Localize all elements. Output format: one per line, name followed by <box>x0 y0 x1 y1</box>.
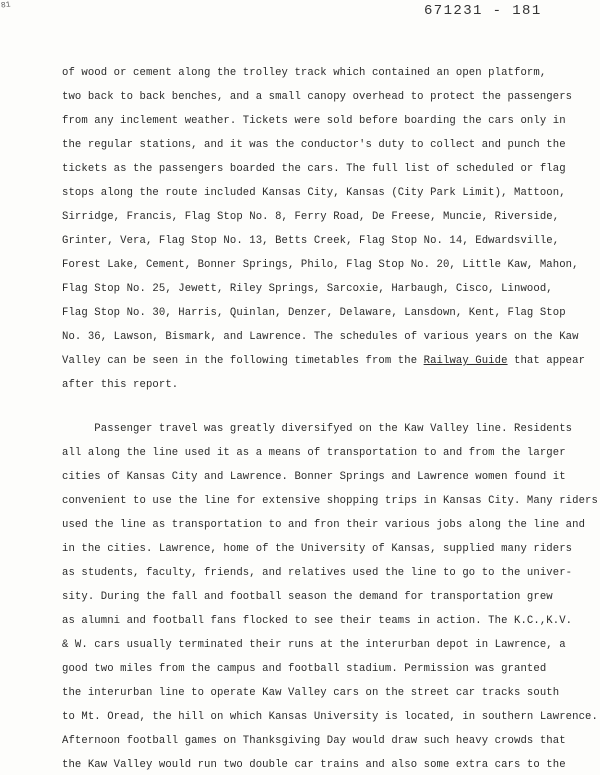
text-line: as alumni and football fans flocked to see their teams in action. The K.C.,K.V. <box>62 615 573 627</box>
document-id-stamp: 671231 - 181 <box>424 3 542 19</box>
text-line: used the line as transportation to and fron their various jobs along the line and <box>62 519 586 531</box>
text-segment: that appear <box>507 355 586 367</box>
text-line: the regular stations, and it was the conductor's duty to collect and punch the <box>62 139 566 151</box>
railway-guide-title: Railway Guide <box>423 355 508 367</box>
text-segment: Valley can be seen in the following timetables from the <box>62 355 424 367</box>
text-line: of wood or cement along the trolley track which contained an open platform, <box>62 67 547 79</box>
text-line: good two miles from the campus and football stadium. Permission was granted <box>62 663 547 675</box>
text-line: stops along the route included Kansas City, Kansas (City Park Limit), Mattoon, <box>62 187 566 199</box>
text-line: from any inclement weather. Tickets were sold before boarding the cars only in <box>62 115 566 127</box>
text-line: Forest Lake, Cement, Bonner Springs, Philo, Flag Stop No. 20, Little Kaw, Mahon, <box>62 259 579 271</box>
text-line: No. 36, Lawson, Bismark, and Lawrence. The schedules of various years on the Kaw <box>62 331 579 343</box>
text-line: all along the line used it as a means of transportation to and from the larger <box>62 447 566 459</box>
text-line: in the cities. Lawrence, home of the University of Kansas, supplied many riders <box>62 543 573 555</box>
text-line: to Mt. Oread, the hill on which Kansas University is located, in southern Lawrence. <box>62 711 598 723</box>
text-line: Passenger travel was greatly diversifyed on the Kaw Valley line. Residents <box>62 423 573 435</box>
text-line: the interurban line to operate Kaw Valley cars on the street car tracks south <box>62 687 560 699</box>
text-line: sity. During the fall and football season the demand for transportation grew <box>62 591 553 603</box>
text-line: Flag Stop No. 30, Harris, Quinlan, Denzer, Delaware, Lansdown, Kent, Flag Stop <box>62 307 566 319</box>
text-line: convenient to use the line for extensive shopping trips in Kansas City. Many riders <box>62 495 598 507</box>
text-line: Flag Stop No. 25, Jewett, Riley Springs, Sarcoxie, Harbaugh, Cisco, Linwood, <box>62 283 553 295</box>
text-line <box>62 354 585 368</box>
text-line: after this report. <box>62 379 179 391</box>
text-line: & W. cars usually terminated their runs at the interurban depot in Lawrence, a <box>62 639 566 651</box>
text-line: Grinter, Vera, Flag Stop No. 13, Betts Creek, Flag Stop No. 14, Edwardsville, <box>62 235 560 247</box>
text-line: Sirridge, Francis, Flag Stop No. 8, Ferry Road, De Freese, Muncie, Riverside, <box>62 211 560 223</box>
text-line: two back to back benches, and a small canopy overhead to protect the passengers <box>62 91 573 103</box>
corner-page-mark: 81 <box>0 0 12 11</box>
text-line: the Kaw Valley would run two double car trains and also some extra cars to the <box>62 759 566 771</box>
text-line: tickets as the passengers boarded the cars. The full list of scheduled or flag <box>62 163 566 175</box>
text-line: Afternoon football games on Thanksgiving Day would draw such heavy crowds that <box>62 735 566 747</box>
text-line: as students, faculty, friends, and relatives used the line to go to the univer- <box>62 567 573 579</box>
text-line: cities of Kansas City and Lawrence. Bonner Springs and Lawrence women found it <box>62 471 566 483</box>
